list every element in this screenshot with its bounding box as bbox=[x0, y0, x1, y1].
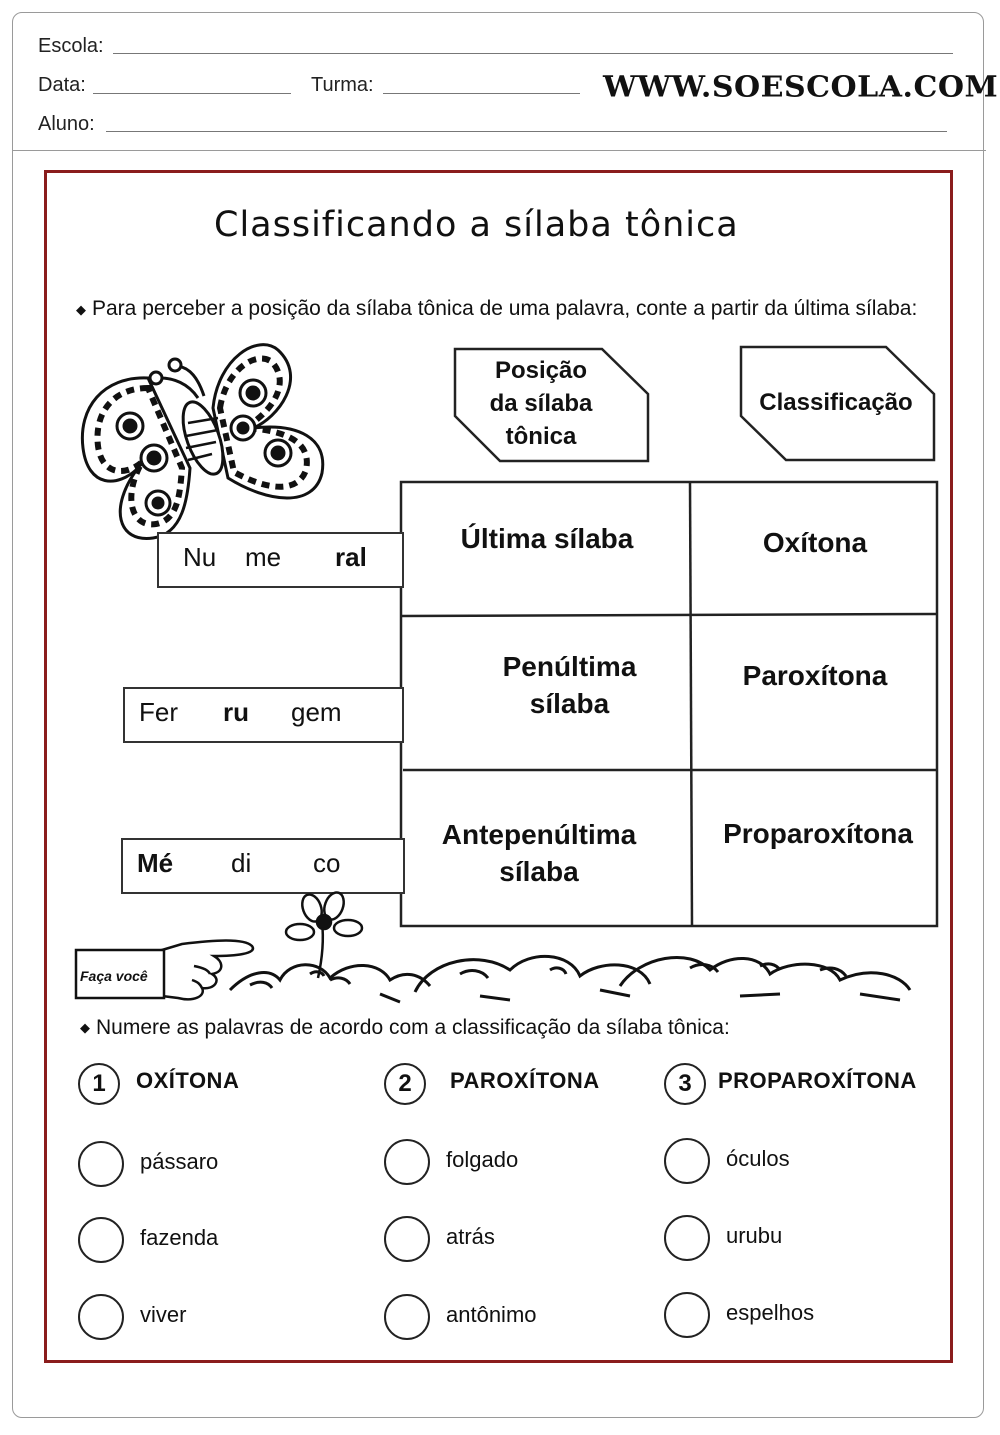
cell-position-penultimate-line-2: sílaba bbox=[529, 688, 610, 719]
bullet-icon: ◆ bbox=[76, 301, 86, 317]
syllable: co bbox=[313, 848, 341, 878]
worksheet-title: Classificando a sílaba tônica bbox=[214, 205, 739, 245]
turma-line bbox=[383, 93, 580, 94]
category-number: 3 bbox=[664, 1063, 706, 1105]
cell-position-antepenultimate bbox=[404, 816, 674, 890]
answer-item-fazenda bbox=[78, 1217, 218, 1263]
position-tag-line-3: tônica bbox=[505, 423, 577, 450]
turma-label: Turma: bbox=[311, 74, 374, 96]
category-label: PROPAROXÍTONA bbox=[718, 1068, 917, 1093]
answer-item-urubu bbox=[664, 1215, 782, 1261]
answer-circle[interactable] bbox=[384, 1139, 430, 1185]
aluno-label: Aluno: bbox=[38, 113, 95, 135]
cell-position-antepenultimate-line-2: sílaba bbox=[499, 856, 579, 887]
answer-word: folgado bbox=[446, 1147, 519, 1172]
answer-item-espelhos bbox=[664, 1292, 814, 1338]
escola-label: Escola: bbox=[38, 35, 104, 57]
intro-sentence: Para perceber a posição da sílaba tônica de uma palavra, conte a partir da última sílaba: bbox=[92, 297, 918, 320]
data-line bbox=[93, 93, 291, 94]
answer-circle[interactable] bbox=[78, 1141, 124, 1187]
cell-class-paroxitona: Paroxítona bbox=[742, 660, 888, 691]
cell-position-last-line-1: Última sílaba bbox=[460, 523, 634, 554]
position-tag bbox=[452, 354, 630, 453]
category-oxitona bbox=[78, 1063, 239, 1105]
answer-circle[interactable] bbox=[78, 1217, 124, 1263]
exercise-instruction bbox=[80, 1016, 730, 1040]
answer-item-passaro bbox=[78, 1141, 218, 1187]
answer-word: urubu bbox=[726, 1223, 783, 1248]
word-box-medico bbox=[121, 838, 405, 894]
cell-position-penultimate-line-1: Penúltima bbox=[502, 651, 637, 682]
faca-voce-label: Faça você bbox=[80, 968, 148, 984]
category-paroxitona bbox=[384, 1063, 600, 1105]
answer-word: antônimo bbox=[446, 1302, 537, 1327]
word-box-numeral bbox=[157, 532, 404, 588]
syllable: di bbox=[231, 848, 252, 878]
syllable: me bbox=[245, 542, 282, 572]
cell-class-oxitona: Oxítona bbox=[762, 527, 868, 558]
answer-circle[interactable] bbox=[664, 1215, 710, 1261]
category-label: PAROXÍTONA bbox=[450, 1068, 600, 1093]
answer-item-antonimo bbox=[384, 1294, 537, 1340]
answer-item-folgado bbox=[384, 1139, 518, 1185]
word-box-ferrugem bbox=[123, 687, 404, 743]
answer-circle[interactable] bbox=[384, 1294, 430, 1340]
answer-item-viver bbox=[78, 1294, 186, 1340]
tonic-syllable: Mé bbox=[137, 848, 174, 878]
answer-item-oculos bbox=[664, 1138, 790, 1184]
site-logo-text: WWW.SOESCOLA.COM bbox=[603, 70, 999, 105]
answer-word: viver bbox=[140, 1302, 187, 1327]
answer-word: pássaro bbox=[140, 1149, 219, 1174]
cell-position-penultimate bbox=[402, 648, 737, 722]
category-label: OXÍTONA bbox=[136, 1068, 240, 1093]
escola-line bbox=[113, 53, 953, 54]
syllable: Fer bbox=[139, 697, 178, 727]
syllable: gem bbox=[291, 697, 342, 727]
classification-tag: Classificação bbox=[759, 389, 913, 416]
bushes-landscape-icon bbox=[220, 930, 920, 1010]
tonic-syllable: ru bbox=[223, 697, 249, 727]
intro-text bbox=[76, 292, 946, 326]
answer-word: espelhos bbox=[726, 1300, 815, 1325]
answer-circle[interactable] bbox=[78, 1294, 124, 1340]
cell-position-antepenultimate-line-1: Antepenúltima bbox=[441, 819, 637, 850]
answer-item-atras bbox=[384, 1216, 495, 1262]
bullet-icon: ◆ bbox=[80, 1020, 90, 1036]
answer-word: fazenda bbox=[140, 1225, 219, 1250]
answer-circle[interactable] bbox=[664, 1292, 710, 1338]
answer-circle[interactable] bbox=[664, 1138, 710, 1184]
header-separator bbox=[12, 150, 986, 151]
cell-position-last bbox=[402, 520, 692, 557]
answer-circle[interactable] bbox=[384, 1216, 430, 1262]
answer-word: óculos bbox=[726, 1146, 790, 1171]
category-number: 2 bbox=[384, 1063, 426, 1105]
position-tag-line-2: da sílaba bbox=[489, 390, 593, 417]
syllable: Nu bbox=[183, 542, 217, 572]
exercise-instruction-text: Numere as palavras de acordo com a classificação da sílaba tônica: bbox=[96, 1016, 730, 1039]
tonic-syllable: ral bbox=[335, 542, 367, 572]
answer-word: atrás bbox=[446, 1224, 495, 1249]
category-proparoxitona bbox=[664, 1063, 917, 1105]
position-tag-line-1: Posição bbox=[494, 357, 588, 384]
category-number: 1 bbox=[78, 1063, 120, 1105]
aluno-line bbox=[106, 131, 947, 132]
data-label: Data: bbox=[38, 74, 86, 96]
cell-class-proparoxitona: Proparoxítona bbox=[723, 818, 913, 849]
butterfly-icon bbox=[78, 338, 328, 550]
